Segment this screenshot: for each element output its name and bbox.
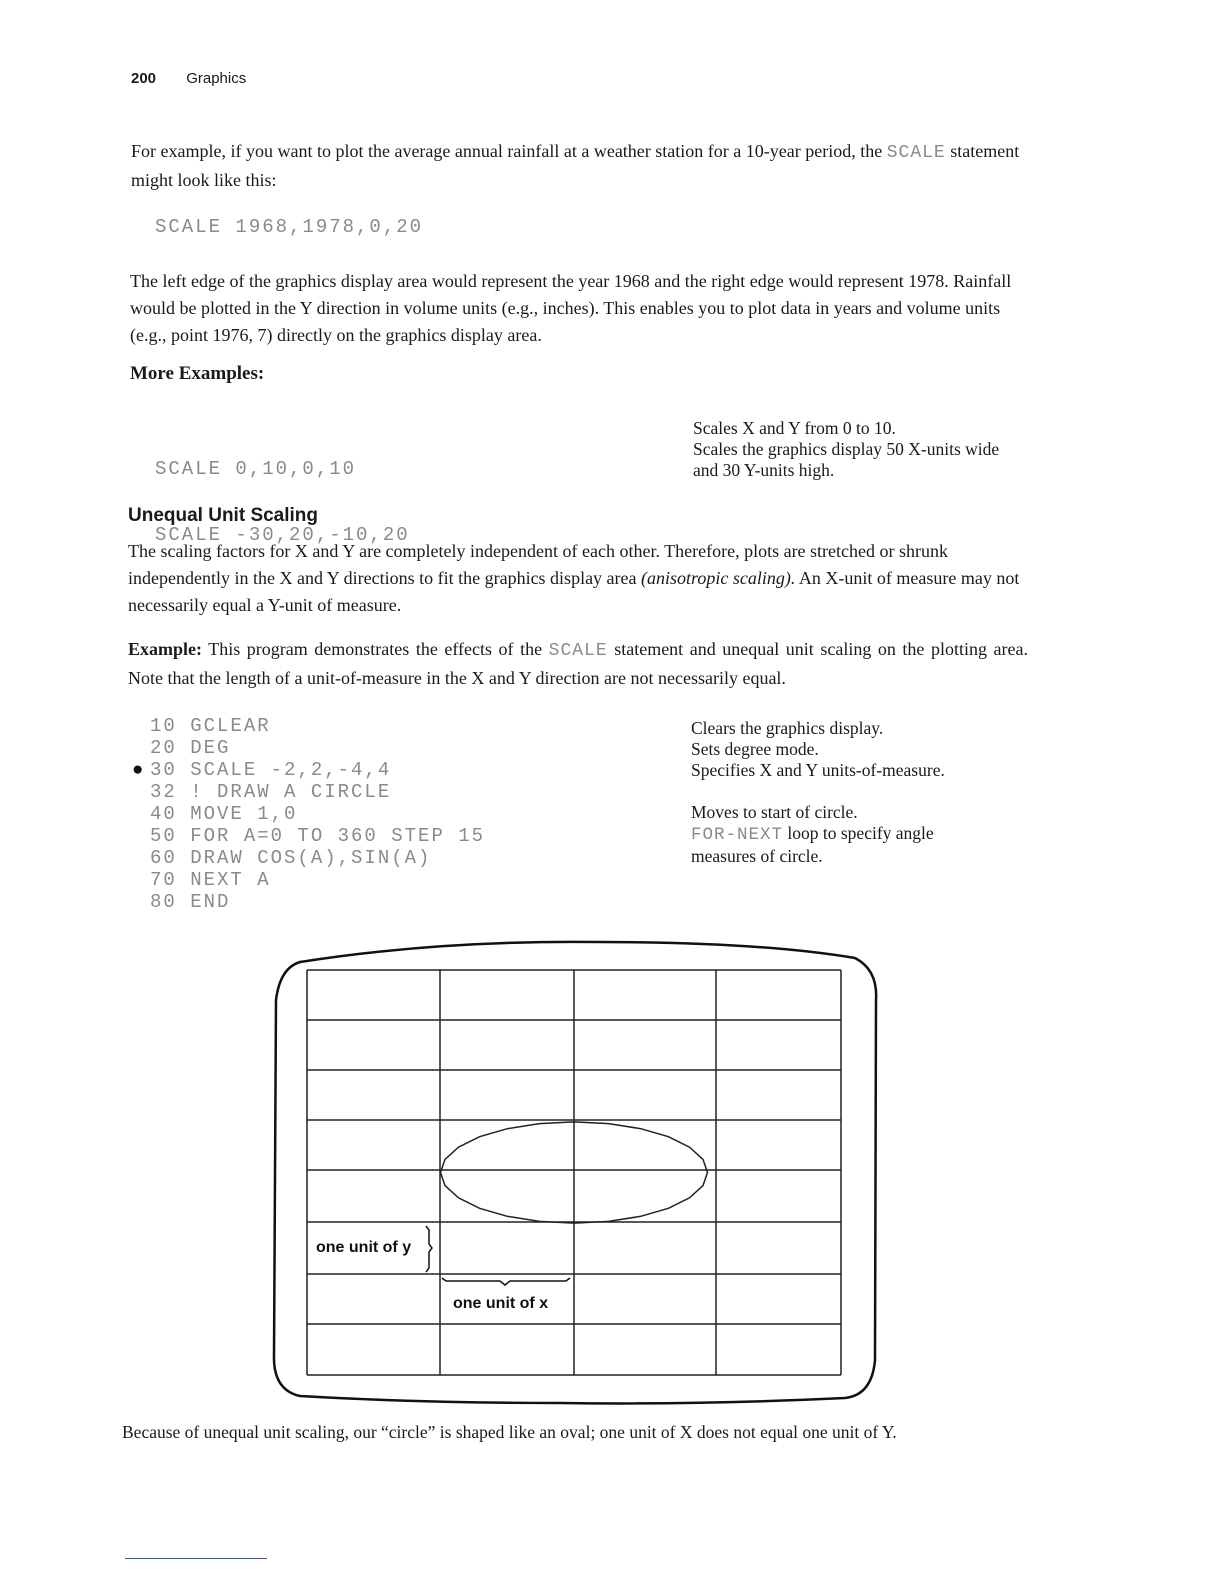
for-next-keyword: FOR-NEXT — [691, 825, 784, 845]
unit-x-label: one unit of x — [453, 1295, 549, 1312]
unit-y-bracket — [426, 1226, 432, 1272]
more-examples-heading: More Examples: — [130, 363, 265, 384]
program-line-text: 80 END — [150, 891, 231, 913]
program-line-text: 30 SCALE -2,2,-4,4 — [150, 759, 392, 781]
code-line: SCALE 0,10,0,10 — [155, 458, 357, 480]
program-line-text: 10 GCLEAR — [150, 715, 271, 737]
note: Sets degree mode. — [691, 739, 819, 759]
scale-keyword: SCALE — [548, 641, 608, 661]
grid — [307, 970, 841, 1375]
program-line-text: 20 DEG — [150, 737, 231, 759]
screen-outline — [274, 942, 876, 1404]
program-line-text: 50 FOR A=0 TO 360 STEP 15 — [150, 825, 486, 847]
text: The scaling factors for X and Y are completely independent of each other. Therefore, plots are stretched or shrunk independently in the X and Y directions to fit the graphics display area — [128, 541, 949, 588]
note-text: loop to specify angle — [783, 823, 934, 843]
note: Moves to start of circle. — [691, 802, 858, 822]
text: An X-unit of measure may not necessarily equal a Y-unit of measure. — [128, 568, 1020, 615]
intro-text: For example, if you want to plot the average annual rainfall at a weather station for a 10-year period, the — [131, 141, 887, 161]
footnote-rule — [125, 1558, 267, 1559]
section-title: Graphics — [186, 70, 247, 87]
text: This program demonstrates the effects of the — [202, 639, 549, 659]
program-line-text: 40 MOVE 1,0 — [150, 803, 298, 825]
intro-text-end: statement might look like this: — [131, 141, 1020, 190]
program-line-text: 32 ! DRAW A CIRCLE — [150, 781, 392, 803]
page-number: 200 — [131, 70, 157, 87]
scale-keyword: SCALE — [886, 143, 946, 163]
description: Scales X and Y from 0 to 10. — [693, 418, 896, 438]
text: statement and unequal unit scaling on the plotting area. Note that the length of a unit-of-measure in the X and Y direction are not necessarily equal. — [128, 639, 1028, 688]
section-heading: Unequal Unit Scaling — [128, 505, 319, 526]
paragraph-scale-explanation: The left edge of the graphics display area would represent the year 1968 and the right edge would represent 1978. Rainfall would be plotted in the Y direction in volume units (e.g., inches). This enables you to plot data in years and volume units (e.g., point 1976, 7) directly on the graphics display area. — [130, 271, 1012, 345]
unit-x-brace — [442, 1278, 570, 1285]
program-line-text: 60 DRAW COS(A),SIN(A) — [150, 847, 432, 869]
example-label: Example: — [128, 639, 202, 659]
figure-caption: Because of unequal unit scaling, our “circle” is shaped like an oval; one unit of X does not equal one unit of Y. — [122, 1422, 897, 1442]
intro-code: SCALE 1968,1978,0,20 — [155, 216, 424, 238]
bullet-marker: ● — [132, 759, 146, 781]
unit-y-label: one unit of y — [316, 1239, 412, 1256]
note: measures of circle. — [691, 846, 823, 866]
note: Specifies X and Y units-of-measure. — [691, 760, 945, 780]
code-line: SCALE -30,20,-10,20 — [155, 524, 410, 546]
note: Clears the graphics display. — [691, 718, 884, 738]
description: Scales the graphics display 50 X-units wide and 30 Y-units high. — [693, 439, 1000, 480]
italic-term: (anisotropic scaling). — [641, 568, 796, 588]
program-line-text: 70 NEXT A — [150, 869, 271, 891]
